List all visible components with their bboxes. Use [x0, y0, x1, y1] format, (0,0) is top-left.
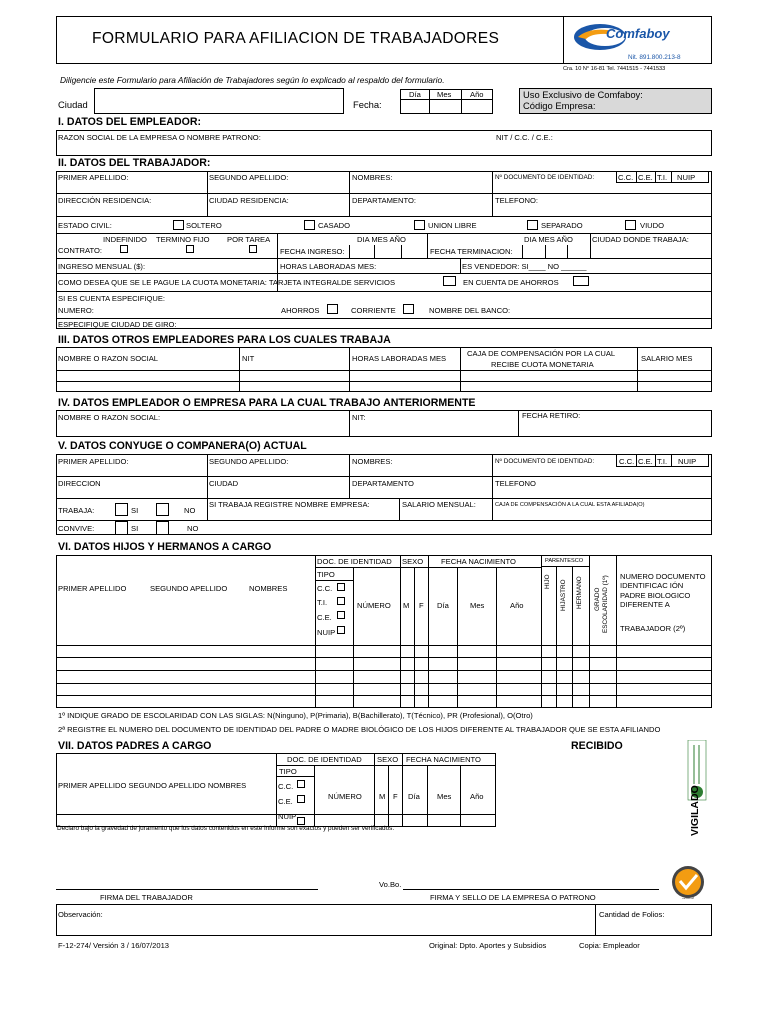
s6-line	[56, 657, 712, 658]
uso-exclusivo-label: Uso Exclusivo de Comfaboy:	[523, 89, 643, 100]
ahorros-label: AHORROS	[281, 306, 320, 315]
s6-col	[572, 566, 573, 708]
s3-line	[56, 370, 712, 371]
s2-col	[401, 245, 402, 258]
s6-line	[56, 645, 712, 646]
firma-empresa-label: FIRMA Y SELLO DE LA EMPRESA O PATRONO	[430, 893, 596, 902]
s6-grado-1: GRADO	[594, 587, 601, 611]
s2-line	[56, 258, 712, 259]
s6-line	[56, 695, 712, 696]
s5-convive: CONVIVE:	[58, 524, 95, 533]
ciudad-label: Ciudad	[58, 99, 88, 110]
s5-caja-afiliada: CAJA DE COMPENSACIÓN A LA CUAL ESTA AFILIADA(O)	[495, 502, 645, 508]
s2-col	[349, 245, 350, 258]
s6-parentesco: PARENTESCO	[545, 558, 584, 564]
s6-cc: C.C.	[317, 584, 333, 593]
s6-numero-doc: NUMERO DOCUMENTO IDENTIFICAC IÓN PADRE BIOLOGICO DIFERENTE A	[620, 572, 706, 609]
s5-telefono: TELEFONO	[495, 479, 536, 488]
s6-trabajador-2: TRABAJADOR (2º)	[620, 624, 686, 633]
s2-line	[56, 193, 712, 194]
ciudad-trabaja-label: CIUDAD DONDE TRABAJA:	[592, 235, 689, 244]
casado-label: CASADO	[318, 221, 351, 230]
s7-cc: C.C.	[278, 782, 294, 791]
s2-segundo-apellido: SEGUNDO APELLIDO:	[209, 173, 289, 182]
s5-trabaja-si-checkbox[interactable]	[115, 503, 128, 516]
firma-empresa-line[interactable]	[403, 889, 659, 890]
s6-nombres: NOMBRES	[249, 584, 288, 593]
copia-text: Copia: Empleador	[579, 941, 640, 950]
vigilado-text: VIGILADO	[689, 785, 701, 836]
instruction-text: Diligencie este Formulario para Afiliación de Trabajadores según lo explicado al respaldo del formulario.	[60, 75, 445, 85]
sgs-text: SGS	[682, 895, 694, 901]
s6-line	[315, 580, 353, 581]
section-4-title: IV. DATOS EMPLEADOR O EMPRESA PARA LA CUAL TRABAJO ANTERIORMENTE	[58, 397, 476, 409]
s6-ti-checkbox[interactable]	[337, 597, 345, 605]
s2-departamento: DEPARTAMENTO:	[352, 196, 416, 205]
s5-line	[56, 476, 712, 477]
s5-ti[interactable]: T.I.	[657, 457, 668, 466]
es-vendedor-label: ES VENDEDOR: SI____ NO ______	[462, 262, 587, 271]
s5-col	[492, 454, 493, 520]
s7-nuip: NUIP	[278, 812, 297, 821]
section-3-title: III. DATOS OTROS EMPLEADORES PARA LOS CUALES TRABAJA	[58, 334, 391, 346]
soltero-label: SOLTERO	[186, 221, 222, 230]
s5-segundo-apellido: SEGUNDO APELLIDO:	[209, 457, 289, 466]
declaro-text: Declaro bajo la gravedad de juramento que los datos contenidos en este informe son exactos y pueden ser verificados.	[57, 825, 395, 832]
s2-ce[interactable]: C.E.	[638, 173, 653, 182]
s7-sexo: SEXO	[377, 755, 399, 764]
firma-trabajador-line[interactable]	[56, 889, 318, 890]
s7-line	[276, 765, 496, 766]
cuenta-ahorros-checkbox[interactable]	[573, 276, 589, 286]
recibido-label: RECIBIDO	[571, 740, 623, 752]
s5-direccion: DIRECCION	[58, 479, 101, 488]
s7-numero: NÚMERO	[328, 792, 362, 801]
section-5-table	[56, 454, 712, 535]
s7-line	[276, 776, 314, 777]
s5-line	[56, 498, 712, 499]
separado-checkbox[interactable]	[527, 220, 538, 230]
s6-mes: Mes	[470, 601, 485, 610]
s5-doc-sep	[636, 454, 637, 467]
s3-caja-header-1: CAJA DE COMPENSACIÓN POR LA CUAL	[467, 349, 616, 358]
por-tarea-label: POR TAREA	[227, 235, 271, 244]
s5-col	[207, 454, 208, 498]
s7-dia: Día	[408, 792, 420, 801]
s6-col	[589, 555, 590, 708]
s7-tipo: TIPO	[279, 767, 297, 776]
s7-col	[374, 753, 375, 827]
s6-cc-checkbox[interactable]	[337, 583, 345, 591]
s6-numero: NÚMERO	[357, 601, 391, 610]
s6-tipo: TIPO	[317, 570, 335, 579]
s5-salario-mensual: SALARIO MENSUAL:	[402, 500, 476, 509]
corriente-checkbox[interactable]	[403, 304, 414, 314]
form-title: FORMULARIO PARA AFILIACION DE TRABAJADORES	[92, 30, 500, 47]
s2-col	[349, 171, 350, 216]
s6-ce: C.E.	[317, 613, 332, 622]
s6-hermano: HERMANO	[576, 576, 583, 609]
s5-departamento: DEPARTAMENTO	[352, 479, 414, 488]
s2-telefono: TELEFONO:	[495, 196, 539, 205]
s5-ce[interactable]: C.E.	[638, 457, 653, 466]
s6-segundo-apellido: SEGUNDO APELLIDO	[150, 584, 228, 593]
indefinido-label: INDEFINIDO	[103, 235, 147, 244]
s6-dia: Día	[437, 601, 449, 610]
s6-nuip: NUIP	[317, 628, 336, 637]
section-2-title: II. DATOS DEL TRABAJADOR:	[58, 157, 211, 169]
s2-primer-apellido: PRIMER APELLIDO:	[58, 173, 129, 182]
ciudad-field[interactable]	[94, 88, 344, 114]
s6-ano: Año	[510, 601, 524, 610]
section-7-title: VII. DATOS PADRES A CARGO	[58, 740, 212, 752]
casado-checkbox[interactable]	[304, 220, 315, 230]
cuenta-ahorros-label: EN CUENTA DE AHORROS	[463, 278, 559, 287]
fecha-terminacion-dma: DIA MES AÑO	[524, 235, 573, 244]
s5-registre-empresa: SI TRABAJA REGISTRE NOMBRE EMPRESA:	[209, 500, 370, 509]
s2-line	[56, 273, 712, 274]
s3-col	[460, 347, 461, 392]
s7-fecha-nacimiento: FECHA NACIMIENTO	[406, 755, 481, 764]
s6-grado-2: ESCOLARIDAD (1º)	[602, 575, 609, 633]
s5-nombres: NOMBRES:	[352, 457, 393, 466]
s5-primer-apellido: PRIMER APELLIDO:	[58, 457, 129, 466]
nombre-banco-label: NOMBRE DEL BANCO:	[429, 306, 511, 315]
vobo-label: Vo.Bo.	[379, 880, 402, 889]
fecha-label: Fecha:	[353, 99, 382, 110]
s2-doc-identidad: Nº DOCUMENTO DE IDENTIDAD:	[495, 174, 595, 181]
s5-trabaja-no-checkbox[interactable]	[156, 503, 169, 516]
s2-col	[590, 233, 591, 258]
s7-mes: Mes	[437, 792, 452, 801]
s7-ano: Año	[470, 792, 484, 801]
s6-col	[541, 555, 542, 708]
s6-nuip-checkbox[interactable]	[337, 626, 345, 634]
observacion-divider	[595, 904, 596, 936]
ahorros-checkbox[interactable]	[327, 304, 338, 314]
s7-col	[427, 765, 428, 827]
horas-laboradas-label: HORAS LABORADAS MES:	[280, 262, 377, 271]
s2-doc-sep	[636, 171, 637, 183]
estado-civil-label: ESTADO CIVIL:	[58, 221, 112, 230]
fecha-col2	[461, 89, 462, 114]
s2-col	[460, 258, 461, 273]
s5-trabaja-si: SI	[131, 506, 139, 515]
version-text: F-12-274/ Versión 3 / 16/07/2013	[58, 941, 170, 950]
section-5-title: V. DATOS CONYUGE O COMPANERA(O) ACTUAL	[58, 440, 307, 452]
comfaboy-logo	[572, 22, 704, 52]
s3-nombre-header: NOMBRE O RAZON SOCIAL	[58, 354, 158, 363]
s6-col	[496, 567, 497, 708]
logo-text: Comfaboy	[606, 26, 670, 41]
s3-nit-header: NIT	[242, 354, 255, 363]
s4-col	[349, 410, 350, 437]
s2-col	[567, 245, 568, 258]
ingreso-mensual-label: INGRESO MENSUAL ($):	[58, 262, 146, 271]
s5-doc-identidad: Nº DOCUMENTO DE IDENTIDAD:	[495, 458, 595, 465]
numero-label: NUMERO:	[58, 306, 94, 315]
s6-note-1: 1º INDIQUE GRADO DE ESCOLARIDAD CON LAS SIGLAS: N(Ninguno), P(Primaria), B(Bachillerato), T(Técnico), PR (Profesional), O(Otro)	[58, 711, 533, 720]
fecha-col1	[429, 89, 430, 114]
fecha-ano: Año	[470, 90, 484, 99]
s7-col	[402, 753, 403, 827]
s7-col	[314, 765, 315, 827]
s6-note-2: 2ª REGISTRE EL NUMERO DEL DOCUMENTO DE IDENTIDAD DEL PADRE O MADRE BIOLÓGICO DE LOS HIJOS DIFERENTE AL TRABAJADOR QUE SE ESTA AFILIANDO	[58, 725, 661, 734]
s7-ce-checkbox[interactable]	[297, 795, 305, 803]
s6-col	[428, 555, 429, 708]
fecha-terminacion-label: FECHA TERMINACION:	[430, 247, 513, 256]
codigo-empresa-label: Código Empresa:	[523, 100, 596, 111]
tarjeta-checkbox[interactable]	[443, 276, 456, 286]
s6-col	[556, 566, 557, 708]
s7-col	[276, 753, 277, 827]
section-1-title: I. DATOS DEL EMPLEADOR:	[58, 116, 202, 128]
s6-sexo: SEXO	[402, 557, 424, 566]
indefinido-checkbox[interactable]	[120, 245, 128, 253]
s2-col	[522, 245, 523, 258]
s5-ciudad: CIUDAD	[209, 479, 239, 488]
s2-line	[56, 216, 712, 217]
s4-fecha-retiro: FECHA RETIRO:	[522, 411, 581, 420]
s6-hijo: HIJO	[544, 574, 551, 589]
s6-col	[400, 555, 401, 708]
contrato-label: CONTRATO:	[58, 246, 103, 255]
corriente-label: CORRIENTE	[351, 306, 396, 315]
s6-m: M	[403, 601, 410, 610]
cuota-monetaria-label: COMO DESEA QUE SE LE PAGUE LA CUOTA MONETARIA: TARJETA INTEGRALDE SERVICIOS	[58, 278, 396, 287]
observacion-label: Observación:	[58, 910, 103, 919]
s2-col	[492, 171, 493, 216]
razon-social-label: RAZON SOCIAL DE LA EMPRESA O NOMBRE PATRONO:	[58, 133, 261, 142]
nit-text: Nit. 891.800.213-8	[628, 54, 681, 61]
s3-col	[349, 347, 350, 392]
s2-ciudad: CIUDAD RESIDENCIA:	[209, 196, 289, 205]
s5-convive-no: NO	[187, 524, 199, 533]
s6-col	[457, 567, 458, 708]
s2-nuip[interactable]: NUIP	[677, 173, 696, 182]
s4-nombre: NOMBRE O RAZON SOCIAL:	[58, 413, 161, 422]
firma-trabajador-label: FIRMA DEL TRABAJADOR	[100, 893, 193, 902]
s6-line	[541, 566, 589, 567]
s5-doc-sep	[671, 454, 672, 467]
s2-line	[56, 318, 712, 319]
s2-direccion: DIRECCIÓN RESIDENCIA:	[58, 196, 152, 205]
s6-ti: T.I.	[317, 598, 328, 607]
s6-primer-apellido: PRIMER APELLIDO	[58, 584, 127, 593]
ciudad-giro-label: ESPECIFIQUE CIUDAD DE GIRO:	[58, 320, 177, 329]
s6-col	[353, 567, 354, 708]
section-6-table	[56, 555, 712, 708]
s2-cc[interactable]: C.C.	[618, 173, 634, 182]
s7-m: M	[379, 792, 386, 801]
observacion-box	[56, 904, 712, 936]
s7-cc-checkbox[interactable]	[297, 780, 305, 788]
s3-caja-header-2: RECIBE CUOTA MONETARIA	[491, 360, 594, 369]
s6-col	[315, 555, 316, 708]
fecha-ingreso-dma: DIA MES AÑO	[357, 235, 406, 244]
s4-nit: NIT:	[352, 413, 366, 422]
s5-convive-no-checkbox[interactable]	[156, 521, 169, 535]
s5-cc[interactable]: C.C.	[619, 457, 635, 466]
s6-doc-identidad: DOC. DE IDENTIDAD	[317, 557, 392, 566]
cantidad-folios-label: Cantidad de Folios:	[599, 910, 665, 919]
s2-ti[interactable]: T.I.	[657, 173, 668, 182]
s5-trabaja-no: NO	[184, 506, 196, 515]
s5-col	[207, 498, 208, 520]
s3-col	[637, 347, 638, 392]
s7-col	[388, 765, 389, 827]
s3-salario-header: SALARIO MES	[641, 354, 693, 363]
s6-line	[56, 683, 712, 684]
header-divider	[563, 16, 564, 64]
s2-col	[427, 233, 428, 258]
s7-ce: C.E.	[278, 797, 293, 806]
union-libre-checkbox[interactable]	[414, 220, 425, 230]
fecha-divider	[400, 99, 493, 100]
si-es-cuenta-label: SI ES CUENTA ESPECIFIQUE:	[58, 294, 166, 303]
original-text: Original: Dpto. Aportes y Subsidios	[429, 941, 547, 950]
s5-convive-si: SI	[131, 524, 139, 533]
s6-col	[616, 555, 617, 708]
s7-nuip-checkbox[interactable]	[297, 817, 305, 825]
address-text: Cra. 10 N° 16-81 Tel. 7441515 - 7441533	[563, 66, 666, 72]
viudo-checkbox[interactable]	[625, 220, 636, 230]
s4-col	[518, 410, 519, 437]
s7-f: F	[393, 792, 398, 801]
s5-col	[349, 454, 350, 498]
s2-line	[56, 291, 712, 292]
s2-col	[545, 245, 546, 258]
s7-doc-identidad: DOC. DE IDENTIDAD	[287, 755, 362, 764]
s5-col	[399, 498, 400, 520]
viudo-label: VIUDO	[640, 221, 665, 230]
nit-cc-ce-label: NIT / C.C. / C.E.:	[496, 133, 553, 142]
s3-horas-header: HORAS LABORADAS MES	[352, 354, 447, 363]
s5-doc-sep	[655, 454, 656, 467]
s5-convive-si-checkbox[interactable]	[115, 521, 128, 535]
s5-trabaja: TRABAJA:	[58, 506, 95, 515]
s2-line	[56, 233, 712, 234]
s5-line	[56, 520, 712, 521]
s7-columns: PRIMER APELLIDO SEGUNDO APELLIDO NOMBRES	[58, 781, 247, 790]
s3-line	[56, 381, 712, 382]
s6-f: F	[419, 601, 424, 610]
s2-doc-sep	[655, 171, 656, 183]
fecha-mes: Mes	[437, 90, 452, 99]
separado-label: SEPARADO	[541, 221, 583, 230]
s2-nombres: NOMBRES:	[352, 173, 393, 182]
s7-col	[460, 765, 461, 827]
por-tarea-checkbox[interactable]	[249, 245, 257, 253]
s6-fecha-nacimiento: FECHA NACIMIENTO	[441, 557, 516, 566]
s2-col	[374, 245, 375, 258]
union-libre-label: UNION LIBRE	[428, 221, 477, 230]
soltero-checkbox[interactable]	[173, 220, 184, 230]
fecha-ingreso-label: FECHA INGRESO:	[280, 247, 345, 256]
termino-fijo-label: TERMINO FIJO	[156, 235, 210, 244]
termino-fijo-checkbox[interactable]	[186, 245, 194, 253]
s2-doc-sep	[671, 171, 672, 183]
s5-nuip[interactable]: NUIP	[678, 457, 697, 466]
s6-line	[56, 670, 712, 671]
fecha-dia: Día	[409, 90, 421, 99]
s6-col	[414, 567, 415, 708]
s2-col	[207, 171, 208, 216]
section-6-title: VI. DATOS HIJOS Y HERMANOS A CARGO	[58, 541, 272, 553]
s3-col	[239, 347, 240, 392]
s6-ce-checkbox[interactable]	[337, 611, 345, 619]
s6-hijastro: HIJASTRO	[560, 579, 567, 611]
